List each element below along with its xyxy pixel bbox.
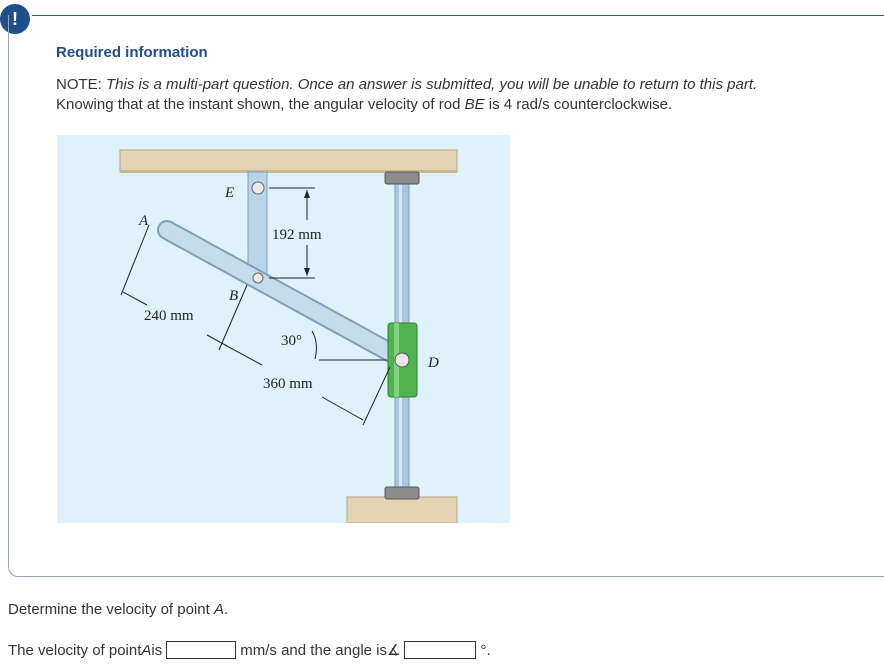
label-d: D <box>428 355 439 371</box>
question-prompt <box>8 601 228 618</box>
answer-line <box>8 641 491 659</box>
note-line <box>56 75 757 95</box>
prompt-post: . <box>223 601 229 618</box>
velocity-unit: mm/s and the angle is <box>240 641 388 659</box>
pin-d <box>395 353 409 367</box>
required-info-title: Required information <box>56 44 208 61</box>
statement-post: is 4 rad/s counterclockwise. <box>484 96 673 113</box>
label-e: E <box>225 185 235 201</box>
bottom-mount <box>385 487 419 499</box>
problem-statement <box>56 75 757 115</box>
prompt-point: A <box>213 601 224 618</box>
statement-pre: Knowing that at the instant shown, the angular velocity of rod <box>56 96 465 113</box>
note-prefix: NOTE: <box>56 76 107 93</box>
label-a: A <box>139 213 149 229</box>
floor <box>347 497 457 523</box>
statement-rod: BE <box>464 96 485 113</box>
answer-mid: is <box>151 641 163 659</box>
angle-icon: ∡ <box>387 642 401 659</box>
dim-360-label: 360 mm <box>263 376 313 392</box>
velocity-input[interactable] <box>166 641 236 659</box>
figure-background <box>57 135 510 523</box>
angle-input[interactable] <box>404 641 476 659</box>
answer-pre: The velocity of point <box>8 641 142 659</box>
label-b: B <box>229 288 239 304</box>
angle-30-label: 30° <box>281 333 302 349</box>
dim-192-label: 192 mm <box>272 227 322 243</box>
mechanism-figure <box>57 135 510 523</box>
pin-b <box>253 273 263 283</box>
top-mount <box>385 172 419 184</box>
ceiling <box>120 150 457 172</box>
dim-240-label: 240 mm <box>144 308 194 324</box>
degree-symbol: °. <box>480 641 491 659</box>
alert-icon: ! <box>0 4 30 34</box>
statement-line <box>56 95 757 115</box>
pin-e <box>252 182 264 194</box>
prompt-pre: Determine the velocity of point <box>8 601 214 618</box>
note-italic: This is a multi-part question. Once an answer is submitted, you will be unable to return to this part. <box>106 76 758 93</box>
answer-point: A <box>141 641 152 659</box>
